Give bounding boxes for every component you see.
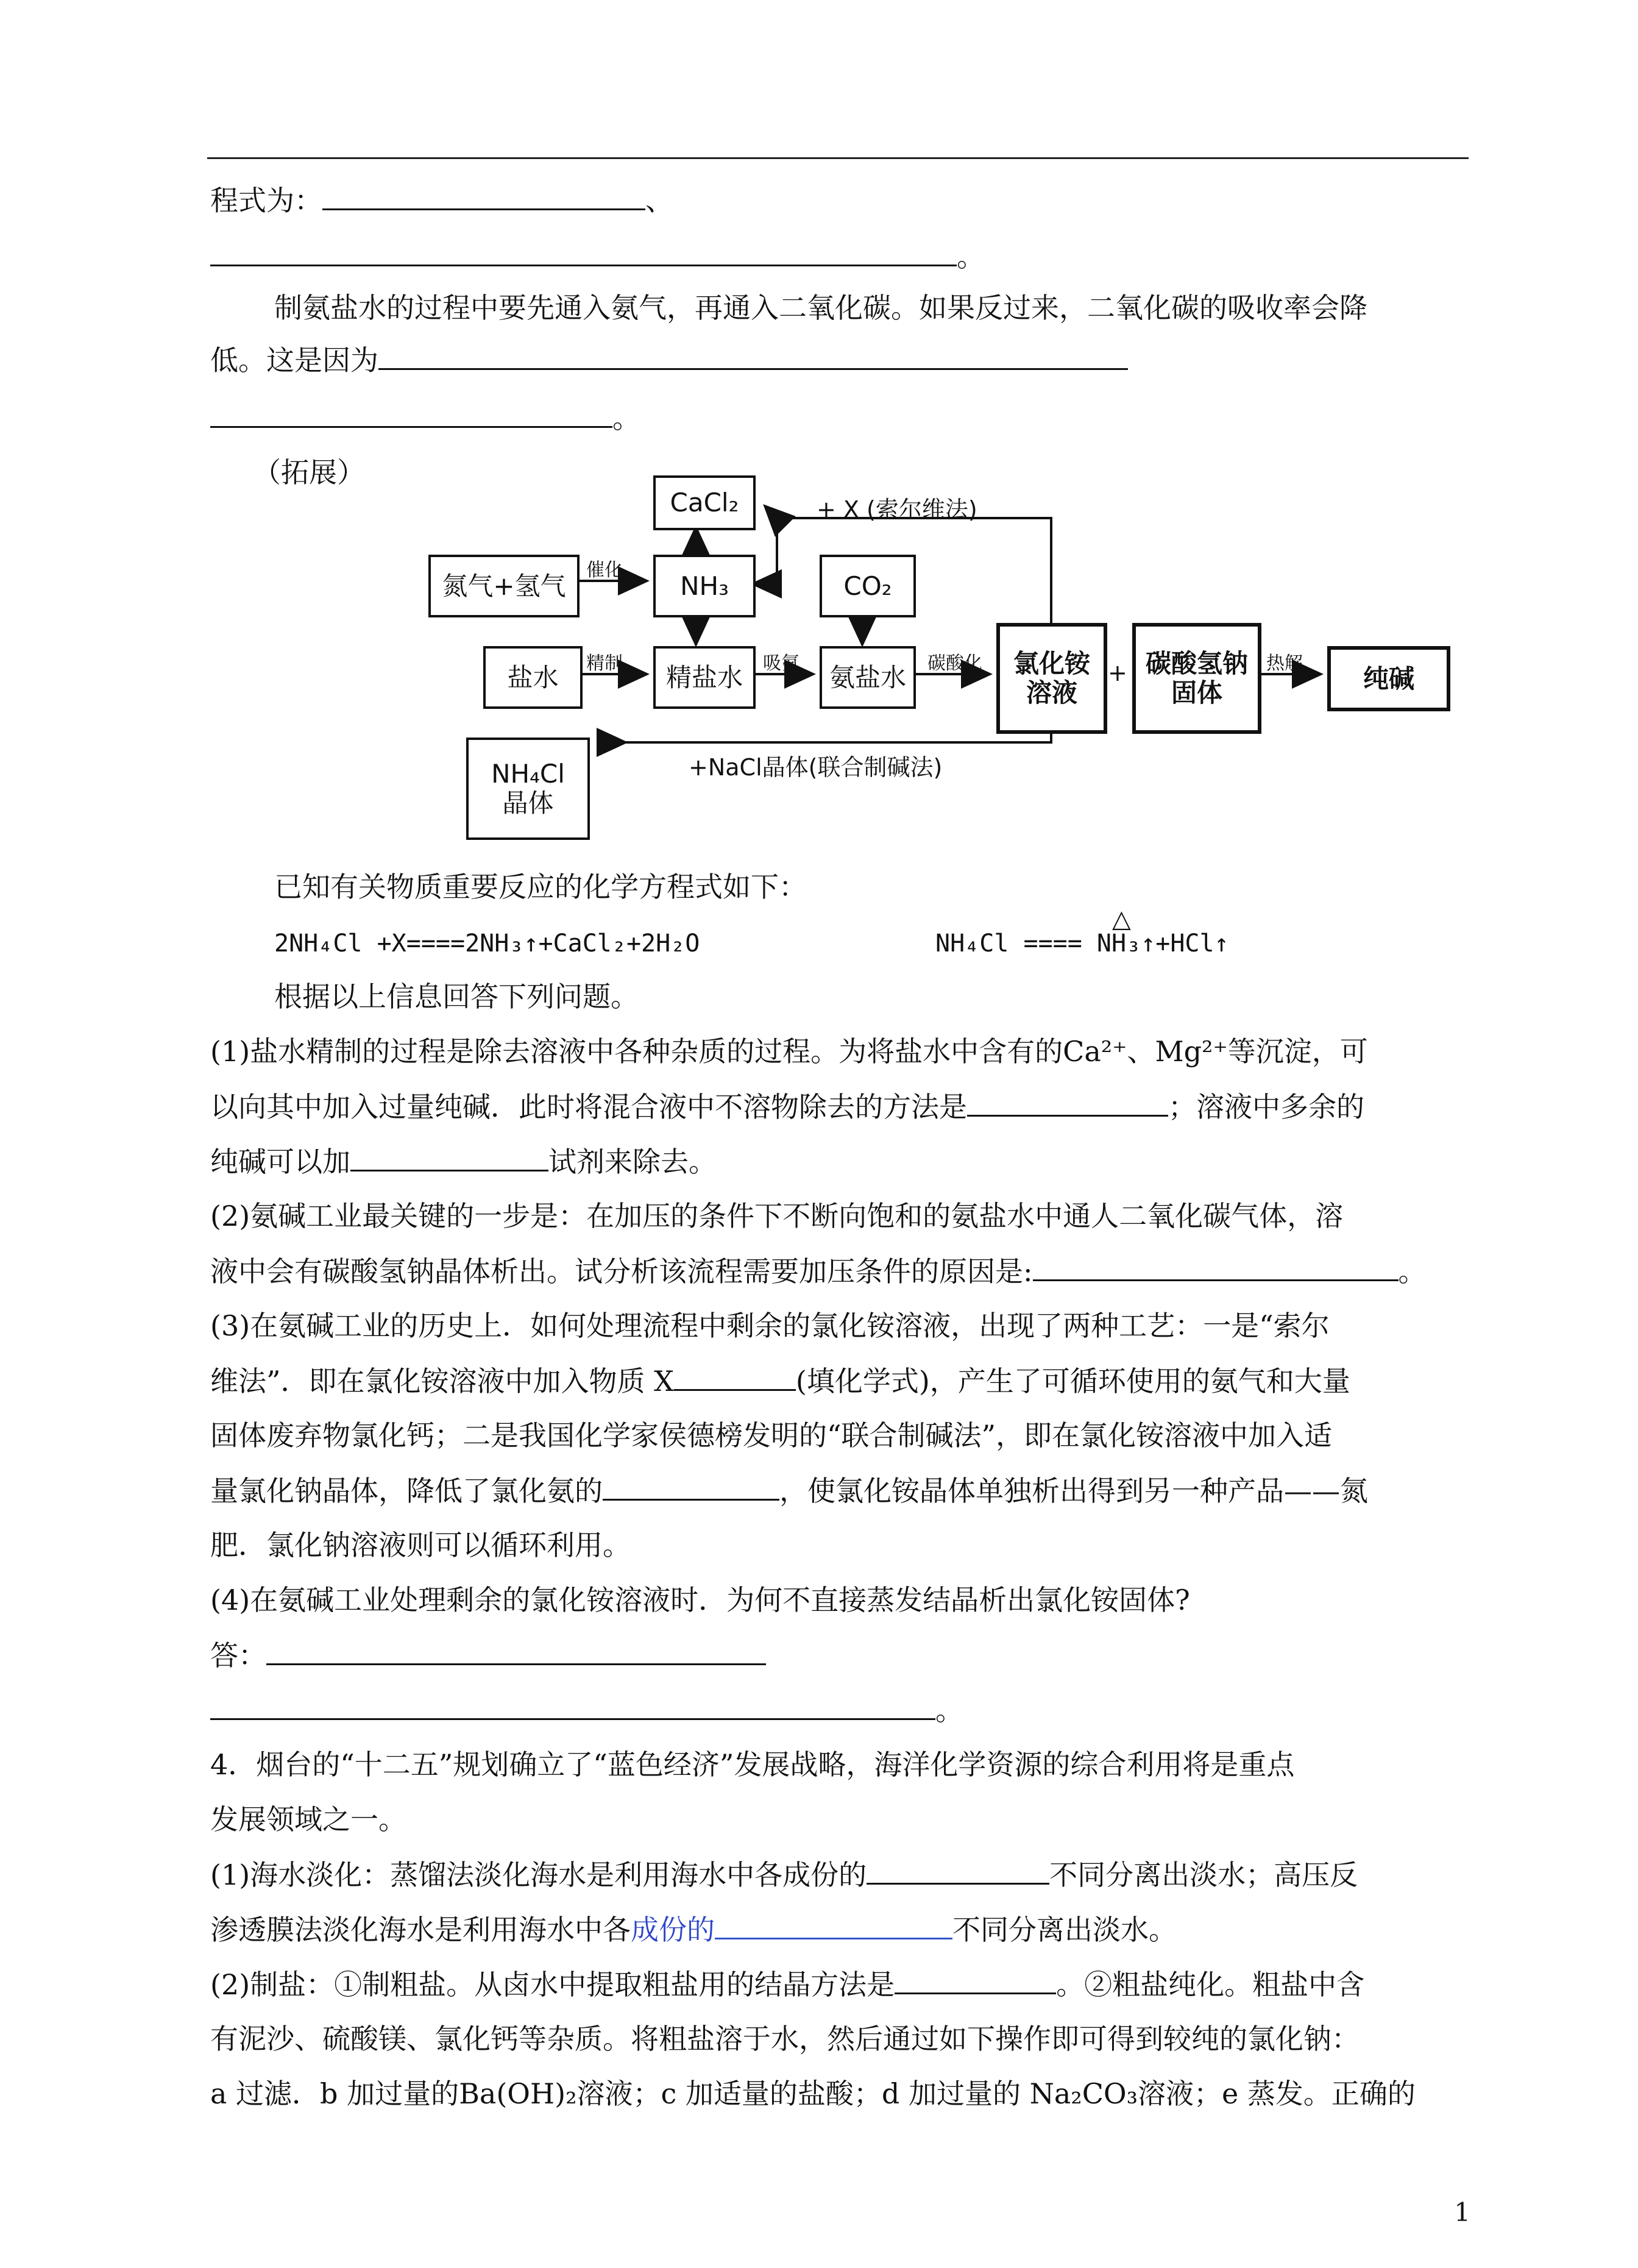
text-line: (2)制盐：①制粗盐。从卤水中提取粗盐用的结晶方法是 。②粗盐纯化。粗盐中含	[210, 1966, 1364, 2003]
cacl2-box: CaCl₂	[653, 475, 756, 530]
answer-blank[interactable]	[210, 1691, 935, 1720]
n2h2-box: 氮气+氢气	[428, 555, 580, 617]
box-label: 晶体	[502, 788, 554, 818]
text-line: 液中会有碳酸氢钠晶体析出。试分析该流程需要加压条件的原因是: 。	[210, 1253, 1427, 1290]
text-line: 纯碱可以加 试剂来除去。	[210, 1143, 717, 1180]
answer-blank[interactable]	[1033, 1253, 1399, 1281]
text-line: 已知有关物质重要反应的化学方程式如下：	[274, 870, 807, 903]
box-label: 氯化铵	[1013, 649, 1090, 678]
answer-blank[interactable]	[322, 182, 645, 210]
label-absorb: 吸氨	[763, 653, 800, 674]
refined-brine-box: 精盐水	[653, 646, 756, 709]
brine-box: 盐水	[483, 646, 583, 709]
text-line: (1)盐水精制的过程是除去溶液中各种杂质的过程。为将盐水中含有的Ca²⁺、Mg²⁺等沉淀，可	[210, 1035, 1368, 1068]
label-carbonation: 碳酸化	[927, 653, 982, 674]
text-line: 。	[210, 238, 985, 275]
box-label: 固体	[1171, 678, 1222, 708]
label-catalysis: 催化	[586, 560, 623, 581]
box-label: NH₄Cl	[491, 759, 565, 789]
blue-text: 成份的	[631, 1913, 715, 1946]
page-number: 1	[1454, 2197, 1470, 2227]
text-line: 程式为： 、	[210, 182, 673, 219]
header-rule	[207, 157, 1469, 159]
expand-label: （拓展）	[253, 456, 365, 489]
heat-symbol: △	[1112, 905, 1131, 933]
equation-2: NH₄Cl ==== NH₃↑+HCl↑	[935, 930, 1229, 958]
answer-blank[interactable]	[266, 1637, 766, 1665]
nh4cl-solution-box	[996, 623, 1107, 734]
text-line: 发展领域之一。	[210, 1803, 406, 1836]
text-line: 低。这是因为	[210, 341, 1128, 379]
nh4cl-crystal-box	[466, 738, 590, 840]
answer-blank[interactable]	[210, 399, 612, 428]
text-line: 以向其中加入过量纯碱．此时将混合液中不溶物除去的方法是 ；溶液中多余的	[210, 1088, 1364, 1125]
text-line: (2)氨碱工业最关键的一步是：在加压的条件下不断向饱和的氨盐水中通人二氧化碳气体，溶	[210, 1200, 1344, 1232]
text-line: 量氯化钠晶体，降低了氯化氨的 ，使氯化铵晶体单独析出得到另一种产品——氮	[210, 1472, 1368, 1509]
answer-blank[interactable]	[895, 1966, 1056, 1994]
text-line: 维法”．即在氯化铵溶液中加入物质 X (填化学式)，产生了可循环使用的氨气和大量	[210, 1362, 1350, 1399]
answer-blank[interactable]	[350, 1143, 548, 1171]
answer-blank[interactable]	[674, 1362, 796, 1391]
text-line: 有泥沙、硫酸镁、氯化钙等杂质。将粗盐溶于水，然后通过如下操作即可得到较纯的氯化钠：	[210, 2022, 1360, 2055]
text-line: 4．烟台的“十二五”规划确立了“蓝色经济”发展战略，海洋化学资源的综合利用将是重点	[210, 1748, 1295, 1781]
text-line: 答：	[210, 1637, 766, 1674]
equation-1: 2NH₄Cl +X====2NH₃↑+CaCl₂+2H₂O	[274, 930, 700, 958]
answer-blank[interactable]	[603, 1472, 779, 1501]
box-label: 碳酸氢钠	[1145, 649, 1248, 678]
text-line: (1)海水淡化：蒸馏法淡化海水是利用海水中各成份的 不同分离出淡水；高压反	[210, 1856, 1358, 1893]
text-line: (4)在氨碱工业处理剩余的氯化铵溶液时．为何不直接蒸发结晶析出氯化铵固体?	[210, 1584, 1190, 1616]
label-solvay: + X (索尔维法)	[817, 496, 977, 523]
text-line: 渗透膜法淡化海水是利用海水中各成份的 不同分离出淡水。	[210, 1911, 1177, 1948]
plus-sign: +	[1108, 659, 1127, 686]
answer-blank[interactable]	[715, 1911, 952, 1939]
answer-blank[interactable]	[967, 1088, 1168, 1117]
answer-blank[interactable]	[867, 1856, 1049, 1885]
text-line: 。	[210, 399, 640, 436]
ammonia-soda-flow-diagram	[427, 463, 1462, 841]
text-line: 根据以上信息回答下列问题。	[274, 980, 639, 1013]
ammonia-brine-box: 氨盐水	[820, 646, 916, 709]
text-line: a 过滤．b 加过量的Ba(OH)₂溶液；c 加适量的盐酸；d 加过量的 Na₂CO₃溶液；e 蒸发。正确的	[210, 2077, 1416, 2110]
soda-box: 纯碱	[1327, 646, 1450, 711]
text-line: 制氨盐水的过程中要先通入氨气，再通入二氧化碳。如果反过来，二氧化碳的吸收率会降	[274, 291, 1367, 324]
answer-blank[interactable]	[210, 238, 957, 266]
box-label: 溶液	[1026, 678, 1077, 708]
label-pyrolysis: 热解	[1266, 653, 1303, 674]
co2-box: CO₂	[820, 555, 916, 617]
text-line: 。	[210, 1691, 963, 1729]
nahco3-box	[1132, 623, 1261, 734]
label-combined: +NaCl晶体(联合制碱法)	[689, 754, 943, 781]
text-line: 肥．氯化钠溶液则可以循环利用。	[210, 1529, 631, 1562]
text-line: (3)在氨碱工业的历史上．如何处理流程中剩余的氯化铵溶液，出现了两种工艺：一是“索尔	[210, 1309, 1330, 1342]
label-refine: 精制	[586, 653, 623, 674]
answer-blank[interactable]	[378, 341, 1128, 370]
text-line: 固体废弃物氯化钙；二是我国化学家侯德榜发明的“联合制碱法”，即在氯化铵溶液中加入适	[210, 1419, 1333, 1452]
nh3-box: NH₃	[653, 555, 756, 617]
